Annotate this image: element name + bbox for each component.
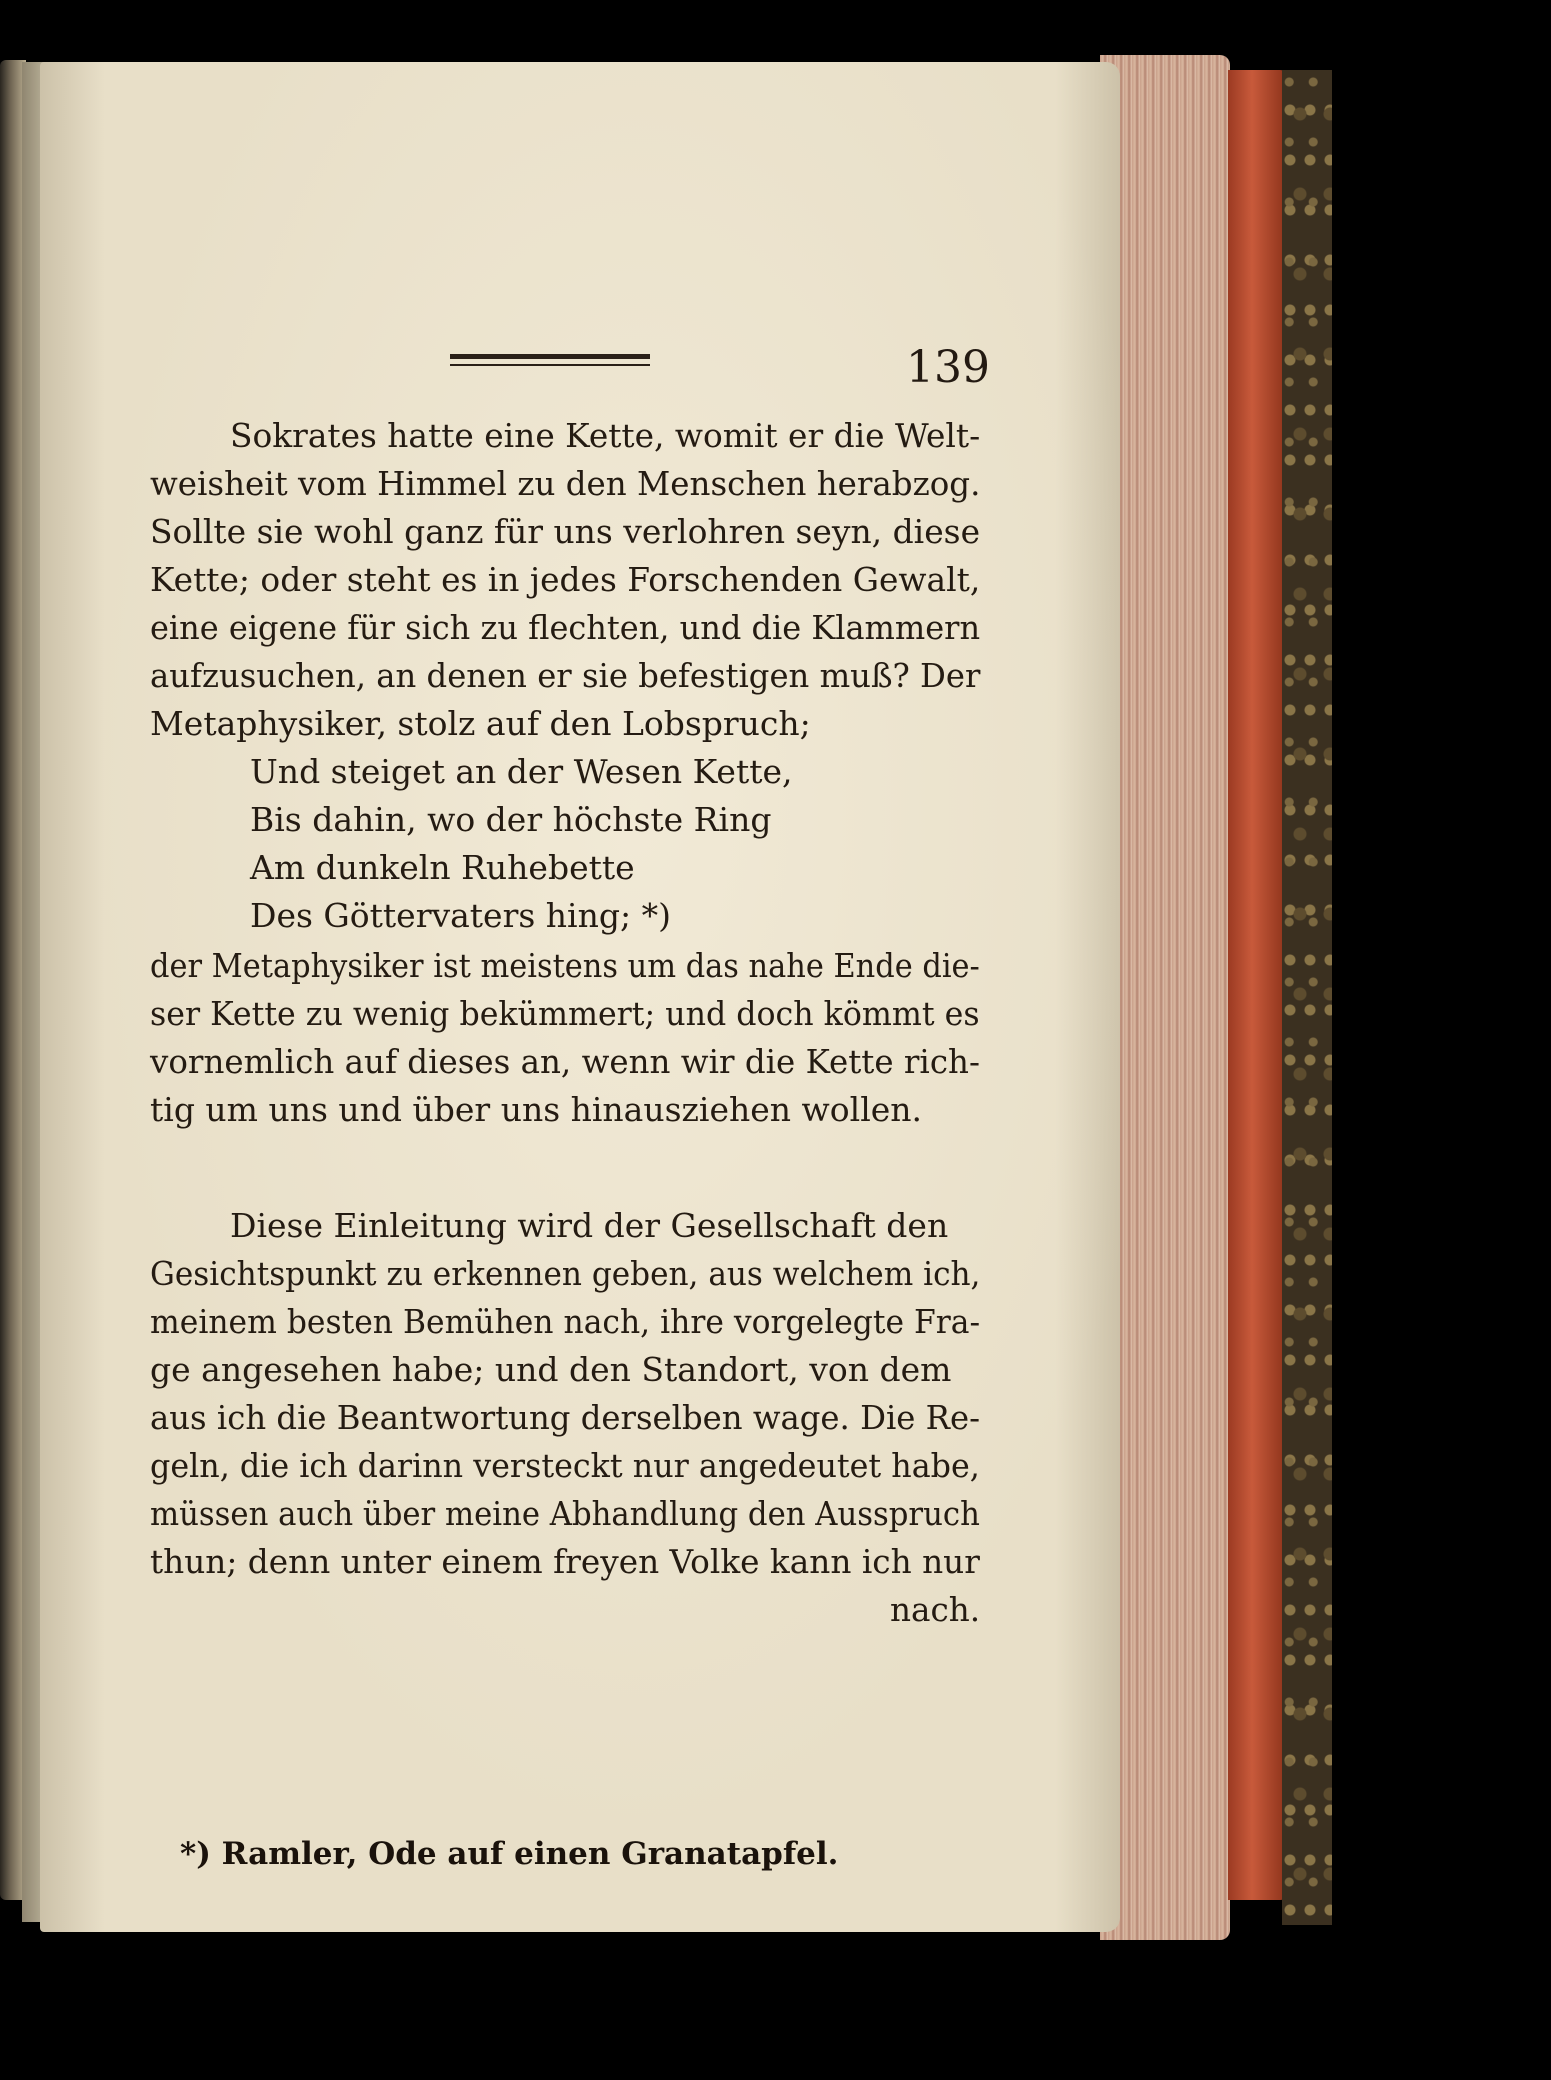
text-line: Metaphysiker, stolz auf den Lobspruch; [150,704,811,743]
book-cover [1282,70,1332,1925]
text-line: weisheit vom Himmel zu den Menschen herabzog. [150,464,981,503]
text-line: Kette; oder steht es in jedes Forschenden Gewalt, [150,560,981,599]
catchword: nach. [890,1590,981,1629]
verse-line: Bis dahin, wo der höchste Ring [250,800,772,839]
red-page-edges [1228,70,1288,1900]
text-line: tig um uns und über uns hinausziehen wollen. [150,1090,923,1129]
footnote: *) Ramler, Ode auf einen Granatapfel. [180,1836,839,1872]
page-number: 139 [906,342,990,393]
text-line: müssen auch über meine Abhandlung den Ausspruch [150,1494,980,1533]
text-line: vornemlich auf dieses an, wenn wir die Kette rich- [150,1042,980,1081]
text-line: meinem besten Bemühen nach, ihre vorgelegte Fra- [150,1302,981,1341]
verse-line: Des Göttervaters hing; *) [250,896,671,935]
text-line: Sollte sie wohl ganz für uns verlohren seyn, diese [150,512,981,551]
verse-line: Und steiget an der Wesen Kette, [250,752,793,791]
text-line: Gesichtspunkt zu erkennen geben, aus welchem ich, [150,1254,981,1293]
text-line: aus ich die Beantwortung derselben wage. Die Re- [150,1398,981,1437]
text-line: Sokrates hatte eine Kette, womit er die Welt- [230,416,981,455]
text-line: ser Kette zu wenig bekümmert; und doch kömmt es [150,994,980,1033]
text-line: aufzusuchen, an denen er sie befestigen muß? Der [150,656,981,695]
verse-line: Am dunkeln Ruhebette [250,848,635,887]
text-line: der Metaphysiker ist meistens um das nahe Ende die- [150,946,980,985]
text-line: Diese Einleitung wird der Gesellschaft den [230,1206,949,1245]
text-line: eine eigene für sich zu flechten, und die Klammern [150,608,981,647]
text-line: thun; denn unter einem freyen Volke kann ich nur [150,1542,980,1581]
page [40,62,1120,1932]
text-line: geln, die ich darinn versteckt nur angedeutet habe, [150,1446,980,1485]
header-rule [450,354,650,368]
text-line: ge angesehen habe; und den Standort, von dem [150,1350,952,1389]
